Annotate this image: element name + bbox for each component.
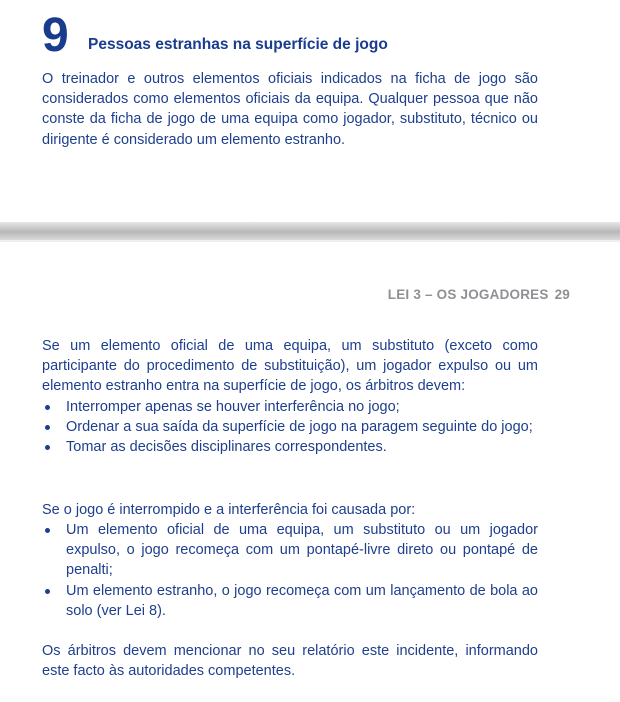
running-head xyxy=(388,287,570,302)
running-head-label: LEI 3 – OS JOGADORES xyxy=(387,287,549,302)
list-item xyxy=(42,417,538,437)
bullet-icon xyxy=(45,589,50,594)
list-item xyxy=(42,397,538,417)
bullet-icon xyxy=(45,405,50,410)
list-item xyxy=(42,520,538,581)
list-item-text: Tomar as decisões disciplinares correspondentes. xyxy=(66,439,387,456)
bullet-icon xyxy=(45,528,50,533)
entry-paragraph: Se um elemento oficial de uma equipa, um substituto (exceto como participante do procedimento de substituição), um jogador expulso ou um elemento estranho entra na superfície de jogo, os árbitros devem: xyxy=(42,338,538,395)
intro-paragraph: O treinador e outros elementos oficiais indicados na ficha de jogo são considerados como elementos oficiais da equipa. Qualquer pessoa que não conste da ficha de jogo de uma equipa como jogador, substituto, técnico ou dirigente é considerado um elemento estranho. xyxy=(42,71,538,148)
page-divider xyxy=(0,222,620,240)
bullet-icon xyxy=(45,445,50,450)
restart-paragraph: Se o jogo é interrompido e a interferência foi causada por: xyxy=(42,502,416,518)
list-item-text: Ordenar a sua saída da superfície de jogo na paragem seguinte do jogo; xyxy=(66,419,533,436)
list-item-text: Um elemento oficial de uma equipa, um substituto ou um jogador expulso, o jogo recomeça com um pontapé-livre direto ou pontapé de penalti; xyxy=(66,522,538,579)
list-item-text: Interromper apenas se houver interferência no jogo; xyxy=(66,399,400,415)
entry-list xyxy=(42,397,538,458)
section-header xyxy=(42,9,582,62)
list-item xyxy=(42,437,538,457)
closing-paragraph: Os árbitros devem mencionar no seu relatório este incidente, informando este facto às autoridades competentes. xyxy=(42,643,538,680)
section-title: Pessoas estranhas na superfície de jogo xyxy=(88,36,388,53)
page-number: 29 xyxy=(554,287,570,302)
list-item xyxy=(42,581,538,621)
restart-list xyxy=(42,520,538,621)
section-number: 9 xyxy=(42,9,68,62)
list-item-text: Um elemento estranho, o jogo recomeça com um lançamento de bola ao solo (ver Lei 8). xyxy=(66,582,538,619)
bullet-icon xyxy=(45,425,50,430)
